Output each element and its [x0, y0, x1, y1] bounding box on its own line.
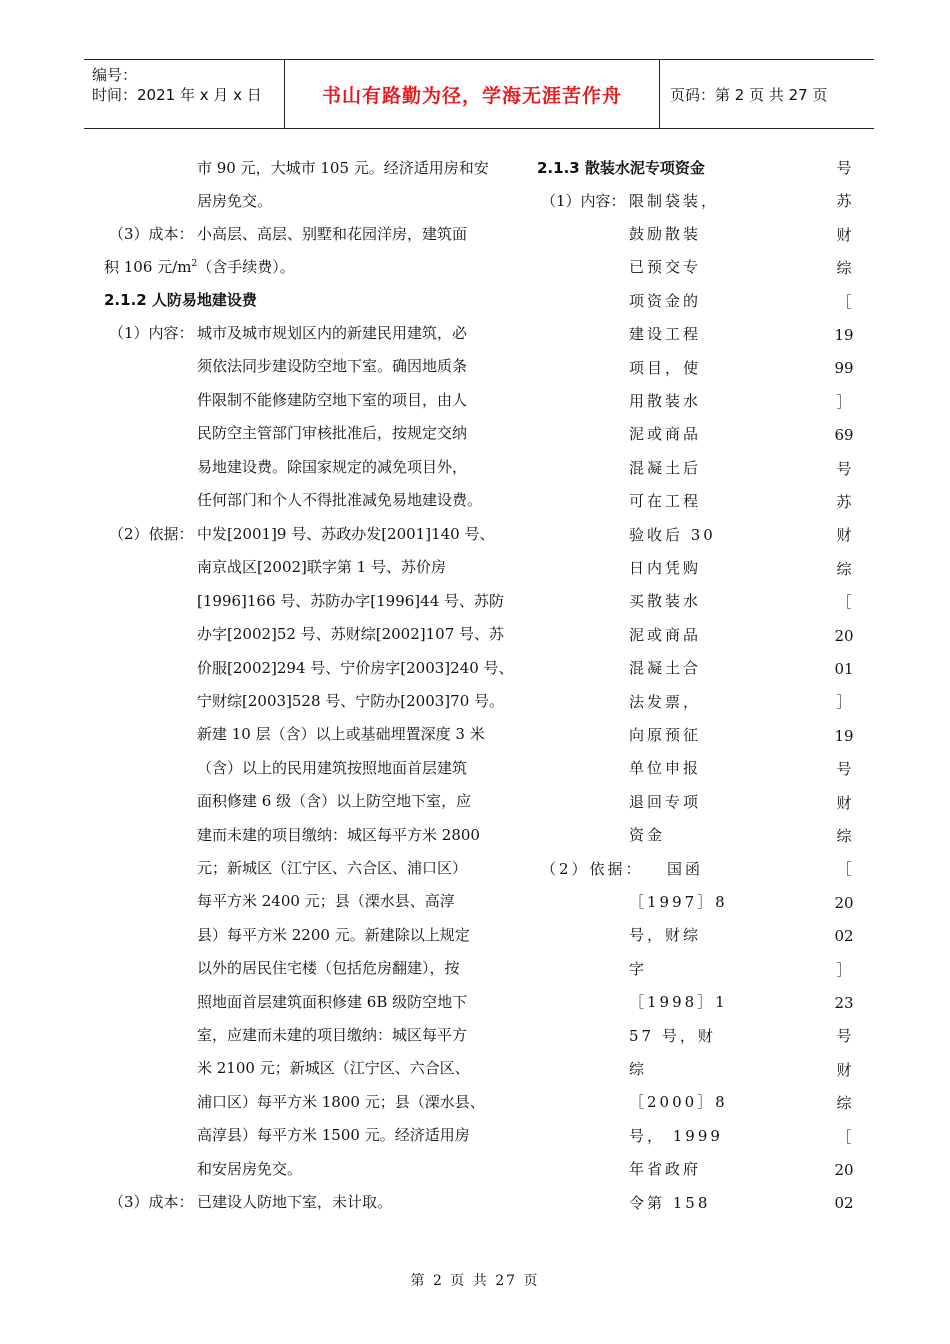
right-column-line: 苏 [836, 493, 852, 511]
text-line: 建而未建的项目缴纳：城区每平方米 2800 [197, 825, 480, 844]
text-line: 买散装水 [629, 592, 702, 611]
text-line: 日内凭购 [629, 559, 702, 577]
text-line: 鼓励散装 [629, 225, 702, 243]
cost2-text: 已建设人防地下室，未计取。 [197, 1193, 393, 1211]
text-line: 高淳县）每平方米 1500 元。经济适用房 [197, 1126, 470, 1145]
continued-line: 市 90 元，大城市 105 元。经济适用房和安 [197, 159, 489, 177]
text-line: 建设工程 [629, 325, 702, 344]
text-line: （含）以上的民用建筑按照地面首层建筑 [197, 758, 468, 777]
cost-text: 小高层、高层、别墅和花园洋房，建筑面 [197, 225, 468, 243]
text-line: 项目，使 [629, 358, 702, 377]
page-info: 页码：第 2 页 共 27 页 [670, 85, 828, 104]
text-line: 宁财综[2003]528 号、宁防办[2003]70 号。 [197, 692, 505, 710]
text-line: 和安居房免交。 [197, 1159, 303, 1178]
text-line: 用散装水 [629, 392, 702, 410]
right-column-line: ］ [836, 693, 852, 712]
text-line: 县）每平方米 2200 元。新建除以上规定 [197, 925, 470, 944]
right-column-line: 19 [834, 726, 854, 745]
text-line: 办字[2002]52 号、苏财综[2002]107 号、苏 [197, 625, 505, 644]
text-line: 民防空主管部门审核批准后，按规定交纳 [197, 424, 468, 443]
text-line: ［1997］8 [629, 893, 728, 911]
text-line: 室，应建而未建的项目缴纳：城区每平方 [197, 1026, 468, 1044]
text-line: ［1998］1 [629, 993, 728, 1012]
right-column-line: ［ [836, 860, 852, 879]
right-column-line: 01 [834, 660, 854, 678]
right-column-line: 综 [836, 259, 852, 278]
right-column-line: ［ [836, 593, 852, 612]
text-line: 中发[2001]9 号、苏政办发[2001]140 号、 [197, 525, 495, 543]
right-column-line: 02 [834, 927, 854, 946]
header-meta [84, 60, 285, 128]
section-heading-2-1-2: 2.1.2 人防易地建设费 [104, 291, 257, 309]
cost-text-line2: 积 106 元$/m^2$（含手续费）。 [104, 258, 295, 276]
right-column-line: 号 [836, 760, 852, 779]
text-line: 浦口区）每平方米 1800 元；县（溧水县、 [197, 1092, 485, 1111]
right-column-line: ］ [836, 392, 852, 411]
right-column-line: 20 [834, 1161, 854, 1179]
mid-content-label: （1）内容： [541, 192, 626, 210]
right-column-line: 02 [834, 1194, 854, 1213]
right-column-line: 23 [834, 994, 854, 1012]
text-line: 资金 [629, 826, 666, 845]
text-line: [1996]166 号、苏防办字[1996]44 号、苏防 [197, 591, 505, 610]
text-line: 可在工程 [629, 492, 702, 511]
right-column-line: 号 [836, 459, 852, 478]
text-line: 城市及城市规划区内的新建民用建筑，必 [197, 324, 468, 342]
text-line: 法发票， [629, 692, 702, 711]
text-line: 字 [629, 959, 648, 978]
text-line: 须依法同步建设防空地下室。确因地质条 [197, 357, 468, 376]
mid-basis-label: （2）依据： [541, 860, 644, 878]
text-line: 价服[2002]294 号、宁价房字[2003]240 号、 [197, 658, 514, 677]
text-line: 年省政府 [629, 1160, 702, 1179]
text-line: 单位申报 [629, 759, 702, 778]
text-line: 令第 158 [629, 1193, 711, 1212]
page-footer: 第 2 页 共 27 页 [410, 1273, 540, 1289]
section-heading-2-1-3: 2.1.3 散装水泥专项资金 [537, 159, 705, 177]
right-column-line: 69 [834, 426, 854, 445]
content-label: （1）内容： [109, 324, 194, 342]
motto-text: 书山有路勤为径，学海无涯苦作舟 [321, 84, 622, 107]
text-line: ［2000］8 [629, 1093, 728, 1112]
text-line: 57 号，财 [629, 1026, 716, 1045]
text-line: 新建 10 层（含）以上或基础埋置深度 3 米 [197, 725, 485, 744]
text-line: 项资金的 [629, 291, 702, 310]
right-column-line: 综 [836, 827, 852, 845]
mid-content-first: 限制袋装， [629, 192, 720, 210]
basis-label: （2）依据： [109, 525, 194, 543]
right-column-line: ］ [836, 960, 852, 979]
time-label: 时间：2021 年 x 月 x 日 [92, 86, 262, 104]
text-line: 每平方米 2400 元；县（溧水县、高淳 [197, 892, 455, 911]
text-line: 面积修建 6 级（含）以上防空地下室，应 [197, 792, 472, 811]
right-column-line: 19 [834, 326, 854, 344]
text-line: 件限制不能修建防空地下室的项目，由人 [197, 390, 468, 409]
cost2-label: （3）成本： [109, 1193, 194, 1211]
right-column-line: 20 [834, 893, 854, 912]
right-column-line: 财 [836, 526, 852, 545]
page-header [84, 59, 874, 129]
text-line: 米 2100 元；新城区（江宁区、六合区、 [197, 1059, 470, 1078]
number-label: 编号： [92, 66, 138, 84]
right-column-line: 综 [836, 559, 852, 578]
text-line: 任何部门和个人不得批准减免易地建设费。 [197, 491, 483, 509]
right-column-line: 综 [836, 1094, 852, 1113]
text-line: 向原预征 [629, 726, 702, 744]
text-line: 以外的居民住宅楼（包括危房翻建），按 [197, 959, 460, 978]
text-line: 号，财综 [629, 926, 702, 945]
text-line: 验收后 30 [629, 525, 716, 544]
right-column-line: 财 [836, 1060, 852, 1079]
text-line: 泥或商品 [629, 625, 702, 644]
text-line: 混凝土合 [629, 659, 702, 678]
cost-label: （3）成本： [109, 225, 194, 243]
text-line: 元；新城区（江宁区、六合区、浦口区） [197, 859, 468, 877]
header-motto-cell [285, 60, 660, 128]
right-column-line: 财 [836, 225, 852, 244]
text-line: 退回专项 [629, 792, 702, 811]
continued-line: 居房免交。 [197, 192, 273, 210]
right-column-line: 99 [834, 359, 854, 378]
text-line: 照地面首层建筑面积修建 6B 级防空地下 [197, 992, 468, 1011]
text-line: 易地建设费。除国家规定的减免项目外， [197, 457, 468, 476]
header-page-cell [660, 60, 874, 128]
right-column-line: 苏 [836, 192, 852, 211]
text-line: 综 [629, 1060, 648, 1078]
text-line: 泥或商品 [629, 425, 702, 444]
text-line: 已预交专 [629, 258, 702, 277]
text-line: 号， 1999 [629, 1126, 723, 1145]
right-column-line: ［ [836, 1127, 852, 1146]
right-column-line: 20 [834, 626, 854, 645]
right-column-line: ［ [836, 292, 852, 311]
right-column-line: 号 [836, 159, 852, 177]
text-line: 南京战区[2002]联字第 1 号、苏价房 [197, 558, 446, 577]
right-column-line: 号 [836, 1027, 852, 1046]
right-column-line: 财 [836, 793, 852, 812]
text-line: 混凝土后 [629, 458, 702, 477]
mid-basis-first: 国函 [667, 860, 704, 878]
